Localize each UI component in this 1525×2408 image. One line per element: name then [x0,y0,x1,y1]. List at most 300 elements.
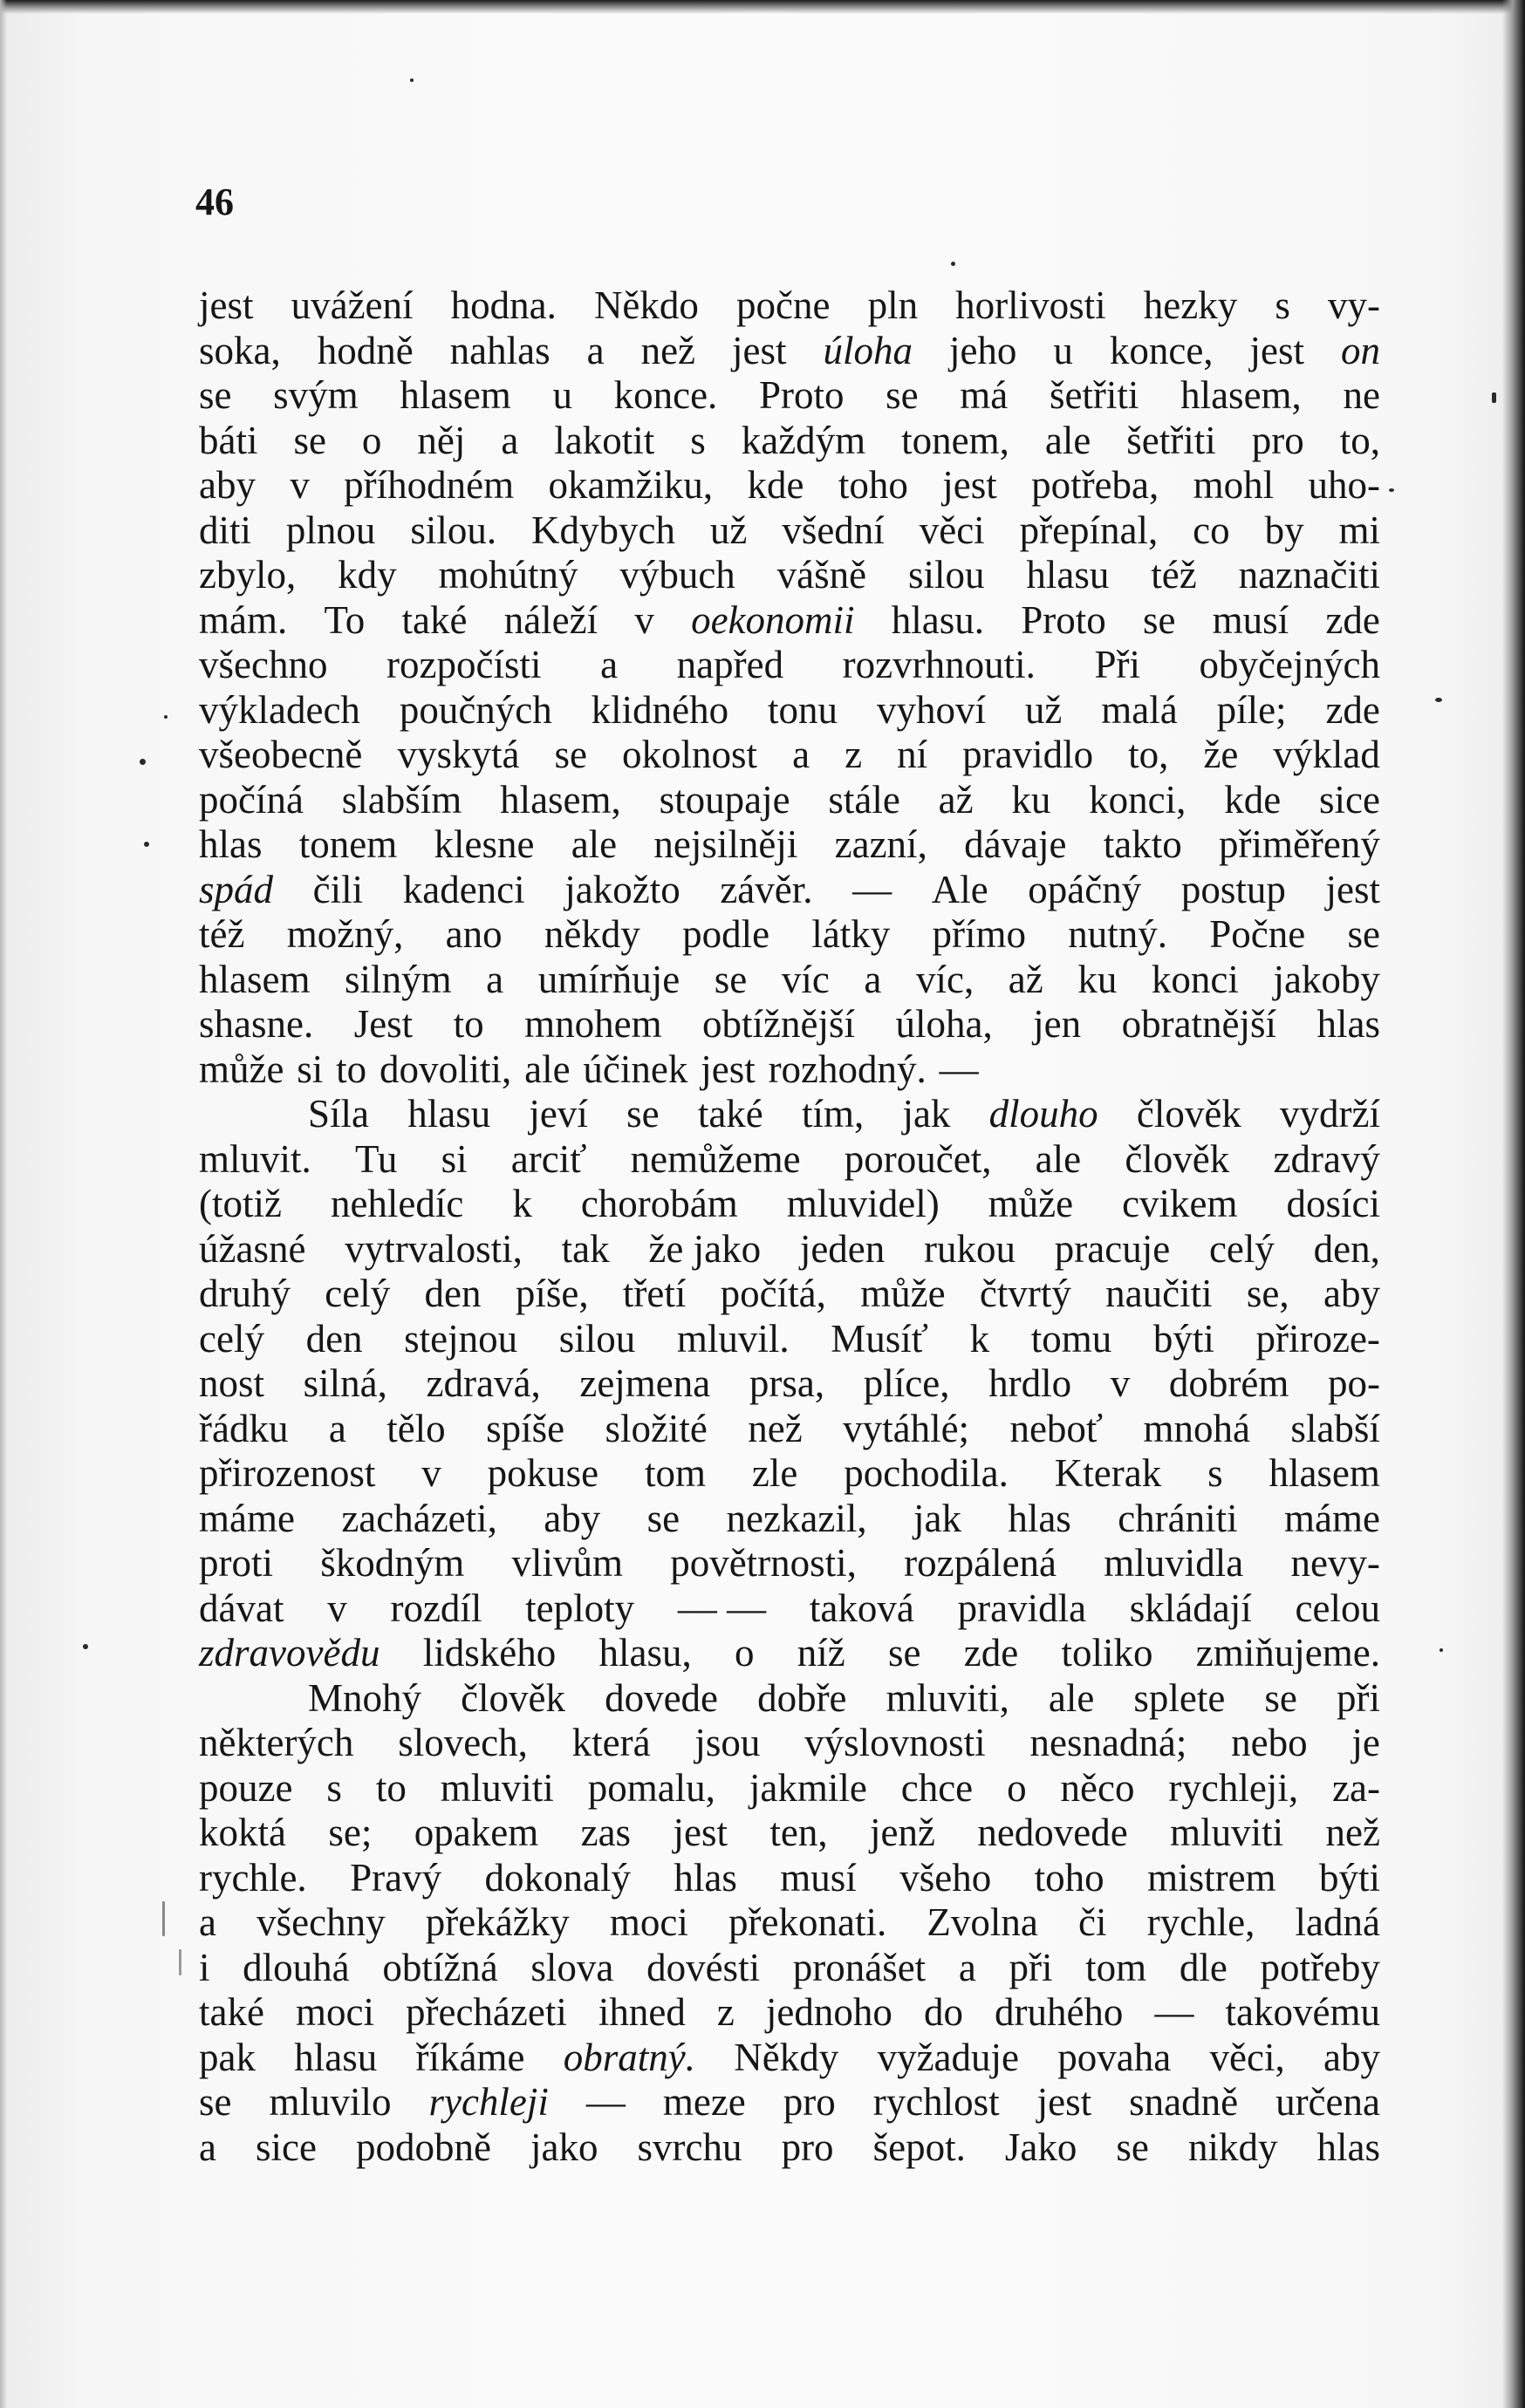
word: konce. [613,373,718,417]
word: se [199,373,232,417]
text-line [199,553,1380,598]
text-line [199,688,1380,733]
word: po- [1328,1361,1380,1405]
word: obyčejných [1199,643,1380,686]
text-line [199,508,1380,554]
word: jen [1033,1002,1082,1046]
word: každým [741,418,866,462]
word: zdravá, [426,1361,541,1405]
margin-speck [1389,488,1394,492]
word: má [960,373,1009,417]
body-text [199,283,1380,2170]
word: hlas [674,1855,737,1900]
text-line [199,598,1380,644]
text-line [199,1317,1380,1362]
word: aby [1323,1272,1380,1315]
word: či [1078,1900,1107,1944]
word: že jako [648,1226,762,1271]
word: se [1116,2125,1149,2169]
margin-speck [951,262,955,266]
word: jest [199,283,254,327]
word: jak [913,1496,961,1540]
word: jest [942,463,997,507]
word: cvikem [1122,1182,1238,1225]
word: pro [783,2080,836,2124]
word: všední [782,508,885,552]
word: nutný. [1068,912,1168,956]
emphasized-word: zdravovědu [199,1631,380,1675]
word: silná, [303,1361,387,1405]
word: také [199,1990,264,2034]
word: počítá, [720,1272,826,1315]
word: moci [295,1990,374,2034]
text-line [199,1900,1380,1946]
word: lakotit [554,418,655,462]
text-line [199,1990,1380,2036]
word: tonu [768,687,838,732]
word: — [585,2080,626,2124]
word: než [1325,1811,1380,1854]
word: jeho [948,328,1017,372]
word: slovech, [398,1721,528,1764]
word: přepínal, [1019,508,1159,552]
word: a [486,957,504,1001]
text-line [199,1856,1380,1901]
word: sice [1318,777,1380,822]
word: chce [900,1765,974,1810]
word: u [552,373,572,417]
word: rozdíl [390,1586,482,1630]
emphasized-word: úloha [823,328,913,372]
word: mohútný [438,553,578,597]
text-line [199,643,1380,688]
word: celý [1208,1226,1275,1271]
text-line [199,1407,1380,1452]
word: jsou [694,1721,761,1764]
word: slabší [1290,1406,1380,1450]
text-line [199,912,1380,958]
word: hlasu [294,2035,378,2079]
word: hodna. [450,283,557,327]
word: překonati. [728,1900,887,1944]
word: stále [828,777,900,822]
margin-speck [410,78,414,82]
word: dlouhá [243,1945,350,1989]
word: rychle. [199,1855,307,1900]
word: věci [919,508,985,552]
word: Ale [931,867,988,911]
word: hezky [1143,283,1238,327]
word: zde [1325,597,1380,642]
word: ní [897,733,928,776]
word: a [600,643,619,686]
word: ale [1048,1675,1095,1720]
word: ano [445,912,503,956]
word: rukou [924,1226,1016,1271]
word: výkladech [199,687,360,732]
word: dovésti [646,1945,761,1989]
word: aby [544,1496,601,1540]
word: hlas [1316,2125,1380,2169]
word: jeví [529,1092,588,1136]
word: podle [682,912,770,956]
word: tonem [298,822,398,866]
word: silou. [410,508,497,552]
word: v [634,597,654,642]
word: je [1351,1721,1380,1764]
word: Pravý [350,1855,442,1900]
word: všechno [199,643,328,686]
word: to, [1339,418,1380,462]
word: překážky [425,1900,570,1944]
word: hlasu [1026,553,1110,597]
emphasized-word: on [1341,328,1380,372]
word: máme [1284,1496,1380,1540]
word: jest [701,1047,756,1091]
word: opakem [414,1811,539,1854]
word: vyhoví [876,687,986,732]
word: — [852,867,892,911]
word: ale [571,822,618,866]
word: naučiti [1105,1272,1213,1315]
word: se [714,957,748,1001]
word: aby [199,463,256,507]
text-line [199,2080,1380,2125]
word: napřed [676,643,784,686]
word: (totiž [199,1182,282,1225]
margin-speck [1440,1648,1443,1652]
word: nikdy [1187,2125,1278,2169]
word: mluviti, [886,1675,1009,1720]
word: silným [345,957,452,1001]
word: tím, [801,1092,865,1136]
word: Jako [1004,2125,1077,2169]
word: přirozenost [199,1451,376,1495]
word: všeho [899,1855,992,1900]
word: výbuch [619,553,735,597]
word: kadenci [402,867,525,911]
word: diti [199,508,252,552]
word: se [554,733,587,776]
text-line [199,329,1380,374]
word: z [845,733,863,776]
word: přecházeti [406,1990,567,2034]
word: níž [797,1631,845,1675]
word: už [1024,687,1063,732]
word: to [453,1002,484,1046]
word: v [290,463,310,507]
word: víc, [915,957,974,1001]
word: okolnost [622,733,758,776]
word: jeden [799,1226,886,1271]
word: takto [1103,822,1182,866]
text-line [199,463,1380,508]
word: už [709,508,748,552]
scan-edge-top [0,0,1525,14]
word: v [327,1586,347,1630]
word: hlas [199,822,263,866]
word: pak [199,2035,256,2079]
word: hodně [317,328,414,372]
word: dosíci [1286,1182,1380,1225]
word: — [939,1047,979,1091]
word: úžasné [199,1226,306,1271]
word: zmiňujeme. [1195,1631,1380,1675]
word: mnohem [524,1002,662,1046]
word: musí [780,1855,857,1900]
word: zas [580,1811,632,1854]
word: s [1275,283,1290,327]
word: se [199,2080,232,2124]
text-line [199,822,1380,868]
word: může [988,1182,1074,1225]
word: Počne [1209,912,1306,956]
emphasized-word: obratný. [563,2035,696,2079]
word: pomalu, [587,1765,715,1810]
word: se; [328,1811,373,1854]
word: Tu [354,1136,398,1181]
word: co [1193,508,1230,552]
word: horlivosti [955,283,1106,327]
text-line [199,1586,1380,1632]
word: meze [662,2080,746,2124]
word: může [860,1272,946,1315]
word: prsa, [749,1361,825,1405]
text-line [199,1946,1380,1991]
word: konci [1151,957,1239,1001]
word: dovede [605,1675,719,1720]
text-line [199,1272,1380,1317]
word: jako [530,2125,598,2169]
word: celou [1295,1586,1380,1630]
word: klesne [434,822,535,866]
text-line [199,733,1380,778]
word: obratnější [1121,1002,1277,1046]
word: jest [1249,328,1305,372]
margin-speck [144,842,149,847]
word: býti [1152,1316,1214,1361]
word: jest [673,1811,728,1854]
page-number: 46 [195,181,234,223]
word: den [305,1316,363,1361]
word: vlivům [511,1541,623,1585]
word: pravidla [957,1586,1087,1630]
word: mohl [1193,463,1275,507]
emphasized-word: rychleji [428,2080,549,2124]
text-line [199,1047,1380,1093]
word: a [958,1945,976,1989]
text-line [199,2125,1380,2171]
word: hlasem, [1180,373,1302,417]
word: aby [1323,2035,1380,2079]
word: arciť [510,1136,587,1181]
word: to [336,1047,367,1091]
word: rozpočísti [386,643,542,686]
word: při [1009,1945,1053,1989]
word: mluviti [1170,1811,1284,1854]
word: hlasu. [891,597,984,642]
word: tonem, [901,418,1009,462]
word: naznačiti [1238,553,1380,597]
word: To [324,597,366,642]
word: Proto [1021,597,1106,642]
word: o [735,1631,755,1675]
word: potřeba, [1031,463,1159,507]
word: pokuse [487,1451,599,1495]
word: moci [609,1900,688,1944]
word: píše, [515,1272,589,1315]
word: pro [1251,418,1304,462]
word: s [690,418,706,462]
word: třetí [622,1272,687,1315]
word: vytrvalosti, [345,1226,523,1271]
word: zbylo, [199,553,297,597]
word: hlasu, [598,1631,692,1675]
word: nehledíc [330,1182,464,1225]
word: víc [781,957,830,1001]
word: nebo [1231,1721,1308,1764]
word: to [375,1765,407,1810]
word: počne [736,283,831,327]
word: dle [1179,1945,1228,1989]
word: zdravý [1273,1136,1380,1181]
word: jest [1036,2080,1092,2124]
word: tomu [1030,1316,1112,1361]
word: a [501,418,519,462]
word: ne [1343,373,1380,417]
word: Kdybych [531,508,676,552]
word: jakmile [749,1765,867,1810]
word: šetřiti [1126,418,1216,462]
word: klidného [591,687,729,732]
word: ladná [1295,1900,1380,1944]
text-line [199,283,1380,329]
word: závěr. [720,867,813,911]
word: dávaje [964,822,1067,866]
word: dovoliti, [380,1047,512,1091]
margin-speck [140,759,146,765]
word: ale [1044,418,1091,462]
word: ihned [598,1990,686,2034]
word: do [923,1990,963,2034]
word: teploty [525,1586,635,1630]
word: tělo [386,1406,446,1450]
text-line [199,1227,1380,1272]
word: tom [1085,1945,1147,1989]
word: hlasem [199,957,311,1001]
word: příhodném [344,463,515,507]
word: ale [524,1047,571,1091]
word: přiměřený [1218,822,1380,866]
word: povětrnosti, [670,1541,857,1585]
word: toho [838,463,908,507]
word: určena [1275,2080,1380,2124]
word: Jest [353,1002,414,1046]
word: než [748,1406,803,1450]
word: Kterak [1054,1451,1162,1495]
word: jakoby [1273,957,1380,1001]
word: a [864,957,882,1001]
word: mluvilo [269,2080,392,2124]
word: a [586,328,605,372]
word: stoupaje [659,777,790,822]
word: uho- [1308,463,1380,507]
text-line [199,778,1380,823]
word: říkáme [415,2035,525,2079]
word: o [361,418,382,462]
word: rychleji, [1168,1765,1299,1810]
word: toliko [1061,1631,1153,1675]
word: kde [1224,777,1282,822]
word: pln [867,283,919,327]
word: — — [677,1586,767,1630]
word: jak [902,1092,951,1136]
word: řádku [199,1406,289,1450]
word: Proto [758,373,845,417]
margin-speck [1492,392,1496,403]
word: až [938,777,974,822]
word: se [1264,1675,1297,1720]
word: pro [781,2125,834,2169]
word: možný, [286,912,404,956]
margin-speck [164,715,168,719]
word: skládají [1129,1586,1252,1630]
word: lidského [422,1631,557,1675]
word: nemůžeme [630,1136,801,1181]
word: ten, [769,1811,828,1854]
word: silou [908,553,985,597]
word: pouze [199,1765,293,1810]
word: některých [199,1721,354,1764]
word: pracuje [1054,1226,1171,1271]
word: mluvit. [199,1136,311,1181]
text-line [199,1676,1380,1722]
word: zde [1325,687,1380,732]
word: plnou [285,508,376,552]
word: zle [751,1451,798,1495]
word: která [571,1721,651,1764]
word: se [646,1496,680,1540]
word: vydrží [1280,1092,1380,1136]
word: šepot. [872,2125,966,2169]
word: svým [273,373,359,417]
word: k [969,1316,990,1361]
word: i [199,1945,210,1989]
word: báti [199,418,258,462]
word: vyžaduje [877,2035,1019,2079]
word: píle; [1216,687,1287,732]
word: tom [645,1451,707,1495]
word: látky [811,912,891,956]
margin-speck [83,1644,88,1649]
word: malá [1101,687,1178,732]
word: hlasem [400,373,511,417]
word: nesnadná; [1029,1721,1187,1764]
word: ku [1077,957,1118,1001]
word: hlasem [1269,1451,1380,1495]
word: škodným [320,1541,465,1585]
word: ku [1011,777,1051,822]
word: jenž [869,1811,935,1854]
word: konci, [1089,777,1186,822]
word: mluvidla [1104,1541,1244,1585]
word: člověk [1136,1092,1241,1136]
emphasized-word: oekonomii [691,597,855,642]
word: člověk [1125,1136,1230,1181]
word: koktá [199,1811,286,1854]
word: to, [1128,733,1169,776]
word: druhý [199,1272,291,1315]
